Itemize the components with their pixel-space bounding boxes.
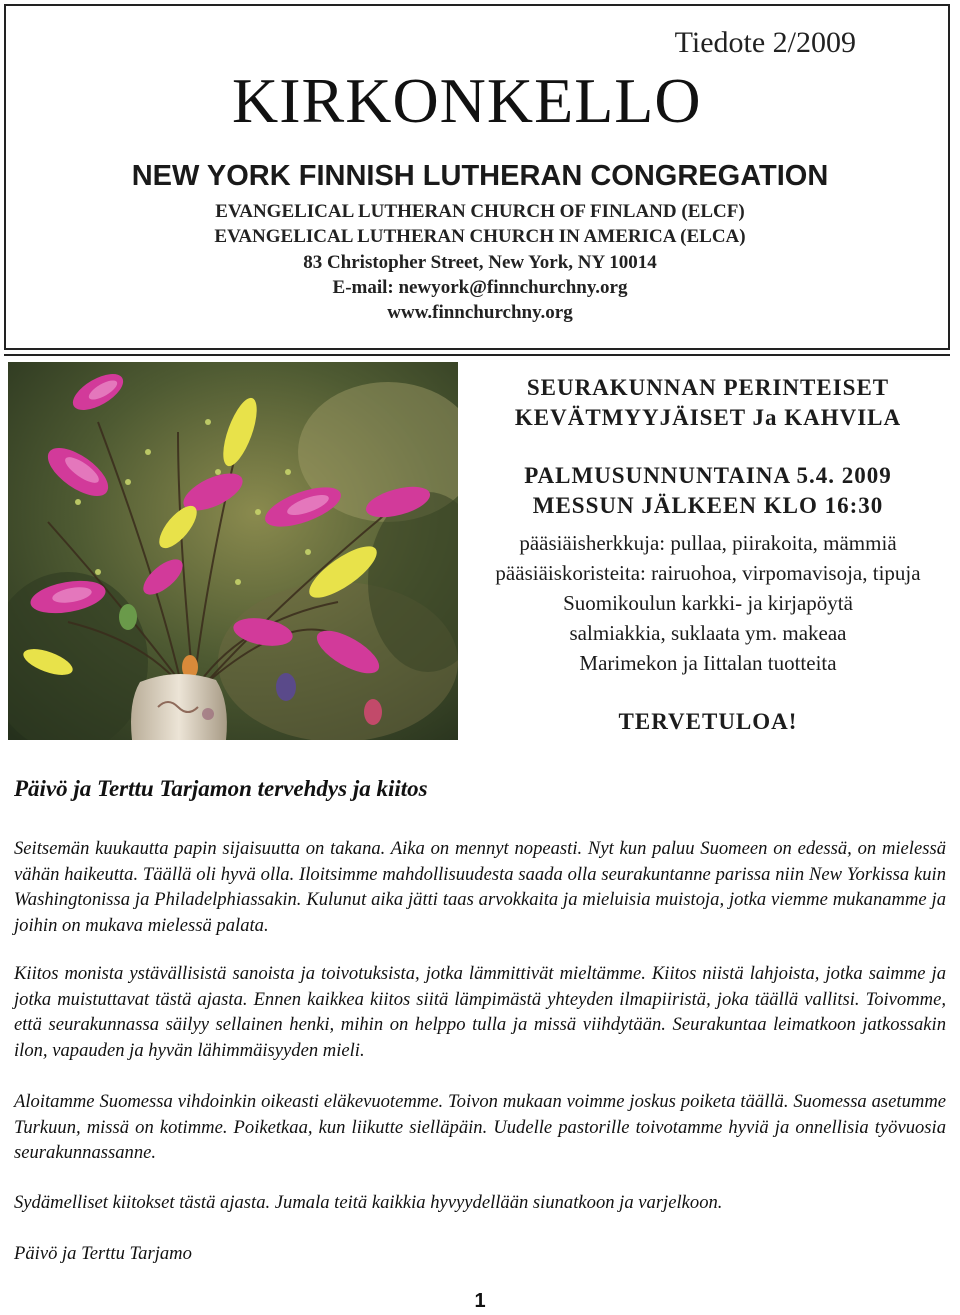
website-link[interactable]: www.finnchurchny.org (387, 302, 573, 323)
announcement-item: salmiakkia, suklaata ym. makeaa (569, 621, 847, 645)
affiliation-elca: EVANGELICAL LUTHERAN CHURCH IN AMERICA (ELCA) (214, 226, 746, 247)
email-link[interactable]: E-mail: newyork@finnchurchny.org (332, 277, 628, 298)
easter-branches-photo (8, 362, 458, 740)
affiliation-elcf: EVANGELICAL LUTHERAN CHURCH OF FINLAND (ELCF) (215, 201, 745, 222)
street-address: 83 Christopher Street, New York, NY 10014 (303, 252, 657, 273)
announcement-item: Suomikoulun karkki- ja kirjapöytä (563, 591, 853, 615)
announcement-item: pääsiäisherkkuja: pullaa, piirakoita, mämmiä (519, 531, 897, 555)
article-paragraph: Seitsemän kuukautta papin sijaisuutta on takana. Aika on mennyt nopeasti. Nyt kun paluu Suomeen on edessä, on mielessä vähän haikeutta. Täällä oli hyvä olla. Iloitsimme mahdollisuudesta saada olla seurakuntanne parissa niin New Yorkissa kuin Washingtonissa ja Philadelphiassakin. Kulunut aika jätti taas arvokkaita ja mieluisia muistoja, jotka viemme mukanamme ja joihin on mukava mielessä palata. (14, 838, 946, 936)
announcement-item: pääsiäiskoristeita: rairuohoa, virpomavisoja, tipuja (495, 561, 921, 585)
article-paragraph: Aloitamme Suomessa vihdoinkin oikeasti eläkevuotemme. Toivon mukaan voimme joskus poiketa täällä. Suomessa asetumme Turkuun, missä on kotimme. Poiketkaa, kun liikutte sielläpäin. Uudelle pastorille toivotamme hyviä ja onnellisia työvuosia seurakunnassanne. (14, 1091, 946, 1163)
issue-label: Tiedote 2/2009 (674, 26, 856, 59)
newsletter-title: KIRKONKELLO (232, 65, 702, 136)
announcement-date: PALMUSUNNUNTAINA 5.4. 2009 (524, 463, 892, 488)
announcement-title-line-2: KEVÄTMYYJÄISET Ja KAHVILA (514, 405, 902, 430)
announcement-item: Marimekon ja Iittalan tuotteita (579, 651, 837, 675)
article-paragraph: Sydämelliset kiitokset tästä ajasta. Jumala teitä kaikkia hyvyydellään siunatkoon ja varjelkoon. (14, 1192, 723, 1213)
welcome-text: TERVETULOA! (618, 709, 798, 734)
announcement-time: MESSUN JÄLKEEN KLO 16:30 (532, 493, 884, 518)
article-title: Päivö ja Terttu Tarjamon tervehdys ja kiitos (14, 776, 428, 801)
page-number: 1 (474, 1290, 486, 1312)
article-signature: Päivö ja Terttu Tarjamo (14, 1243, 192, 1264)
article-paragraph: Kiitos monista ystävällisistä sanoista ja toivotuksista, jotka lämmittivät mieltämme. Kiitos niistä lahjoista, jotka saimme ja jotka muistuttavat tästä ajasta. Ennen kaikkea kiitos siitä lämpimästä yhteyden ilmapiiristä, joka täällä vallitsi. Toivomme, että seurakunnassa säilyy sellainen henki, mihin on helppo tulla ja missä viihdytään. Seurakuntaa leimatkoon jatkossakin ilon, vapauden ja hyvän lähimmäisyyden mieli. (14, 963, 946, 1061)
congregation-name: NEW YORK FINNISH LUTHERAN CONGREGATION (131, 160, 829, 192)
announcement-title-line-1: SEURAKUNNAN PERINTEISET (526, 375, 890, 400)
